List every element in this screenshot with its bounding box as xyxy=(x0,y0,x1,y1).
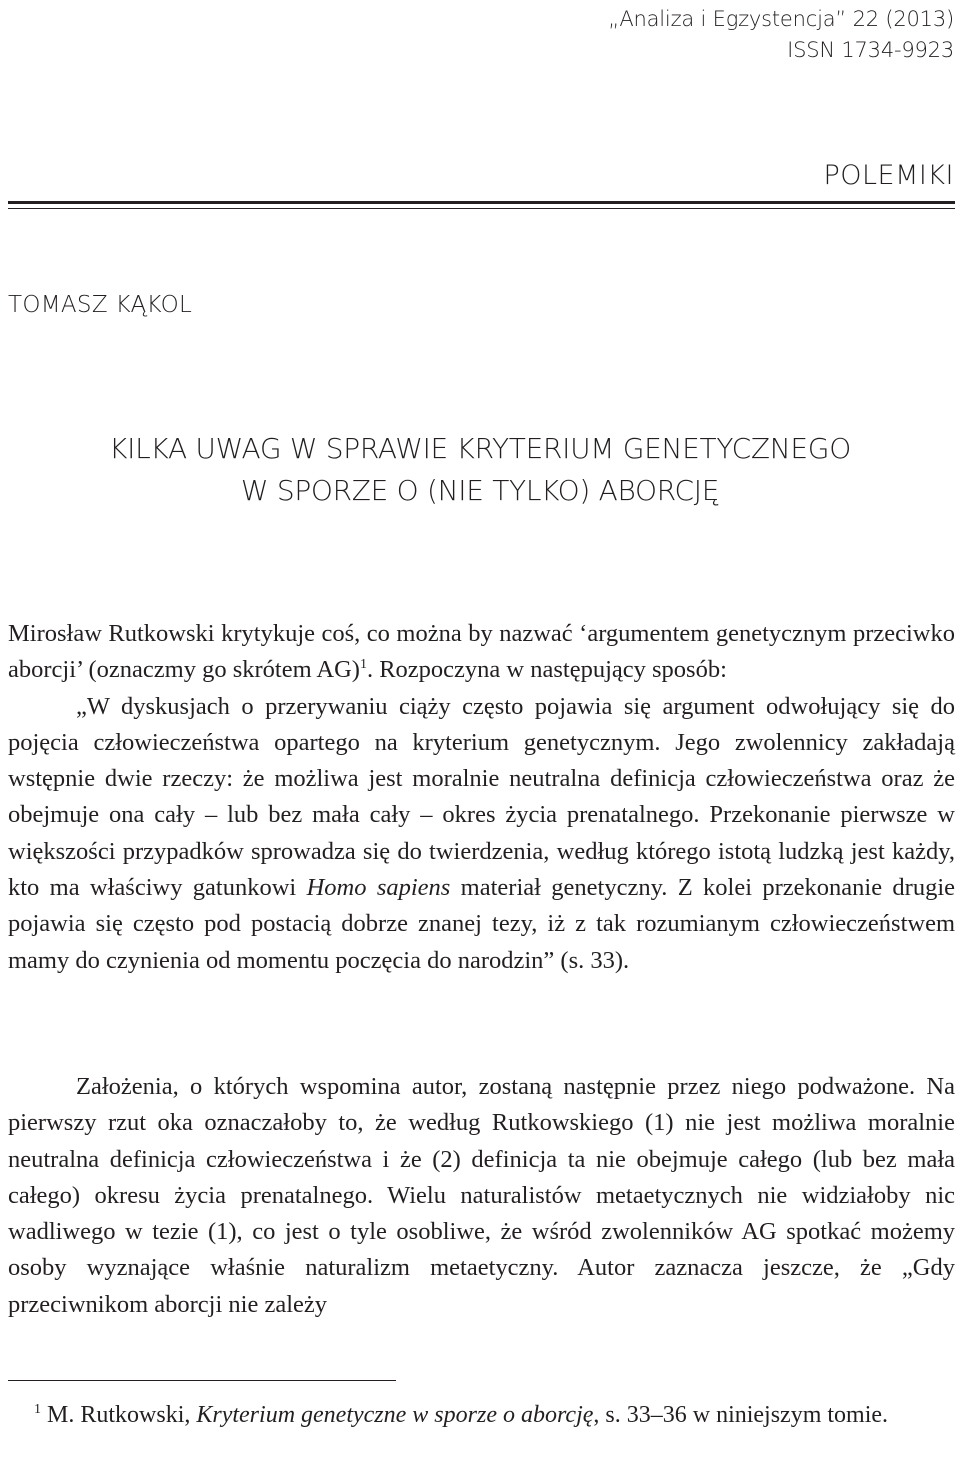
paragraph-1 xyxy=(8,616,955,979)
footnote-text-after: , s. 33–36 w niniejszym tomie. xyxy=(593,1402,889,1428)
article-title-line-2: W SPORZE O (NIE TYLKO) ABORCJĘ xyxy=(240,474,720,507)
paragraph-1-intro: Mirosław Rutkowski krytykuje coś, co można by nazwać ‘argumentem genetycznym przeciwko aborcji’ (oznaczmy go skrótem AG) xyxy=(8,620,955,684)
journal-title: „Analiza i Egzystencja” 22 (2013) xyxy=(608,7,954,31)
article-title-line-1: KILKA UWAG W SPRAWIE KRYTERIUM GENETYCZNEGO xyxy=(109,432,851,465)
journal-issn: ISSN 1734-9923 xyxy=(787,38,954,62)
footnote-reference[interactable]: 1 xyxy=(359,657,367,673)
footnote xyxy=(8,1400,955,1431)
footnote-separator xyxy=(8,1380,396,1381)
journal-header xyxy=(608,4,954,66)
article-author: TOMASZ KĄKOL xyxy=(8,292,193,318)
paragraph-1-intro-rest: . Rozpoczyna w następujący sposób: xyxy=(366,656,727,684)
footnote-italic-title: Kryterium genetyczne w sporze o aborcję xyxy=(196,1402,594,1428)
footnote-text-before: M. Rutkowski, xyxy=(41,1402,197,1428)
quote-text-part-1: „W dyskusjach o przerywaniu ciąży często pojawia się argument odwołujący się do pojęcia człowieczeństwa opartego na kryterium genetycznym. Jego zwolennicy zakładają wstępnie dwie rzeczy: że możliwa jest moralnie neutralna definicja człowieczeństwa oraz że obejmuje ona cały – lub bez mała cały – okres życia prenatalnego. Przekonanie pierwsze w większości przypadków sprowadza się do twierdzenia, według którego istotą ludzką jest każdy, kto ma właściwy gatunkowi xyxy=(8,692,955,902)
footnote-number: 1 xyxy=(34,1402,41,1417)
section-rule-thin xyxy=(8,208,955,209)
article-title xyxy=(0,428,960,512)
section-rule-thick xyxy=(8,201,955,204)
section-heading: POLEMIKI xyxy=(823,160,954,191)
paragraph-2: Założenia, o których wspomina autor, zostaną następnie przez niego podważone. Na pierwszy rzut oka oznaczałoby to, że według Rutkowskiego (1) nie jest możliwa moralnie neutralna definicja człowieczeństwa i że (2) definicja ta nie obejmuje całego (lub bez mała całego) okresu życia prenatalnego. Wielu naturalistów metaetycznych nie widziałoby nic wadliwego w tezie (1), co jest o tyle osobliwe, że wśród zwolenników AG spotkać możemy osoby wyznające właśnie naturalizm metaetyczny. Autor zaznacza jeszcze, że „Gdy przeciwnikom aborcji nie zależy xyxy=(8,1073,955,1318)
quote-text-part-2: materiał genetyczny. Z kolei przekonanie drugie pojawia się często pod postacią dobrze znanej tezy, iż z tak rozumianym człowieczeństwem mamy do czynienia od momentu poczęcia do narodzin” (s. 33). xyxy=(8,874,956,974)
quote-italic-term: Homo sapiens xyxy=(306,874,451,902)
